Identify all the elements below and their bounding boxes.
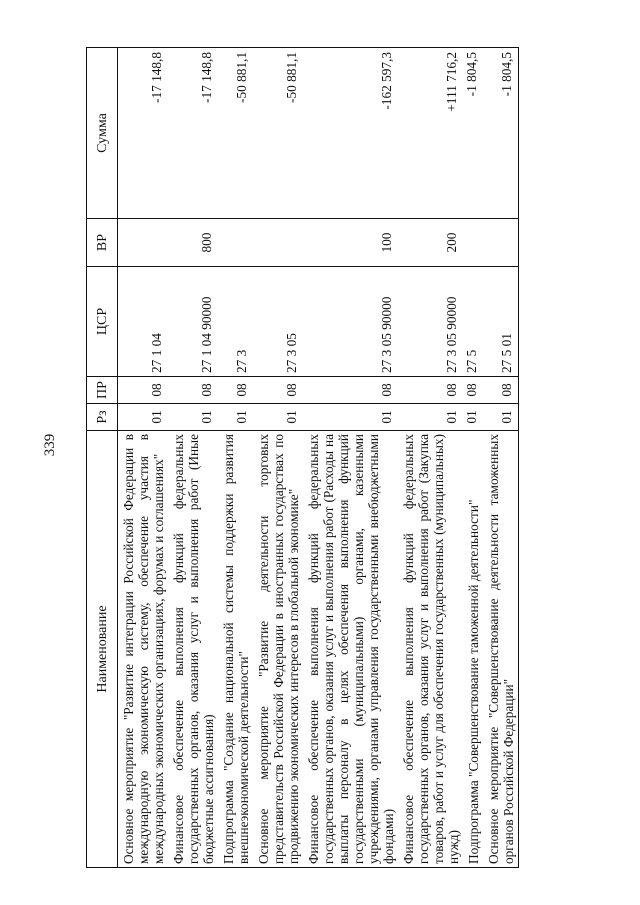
header-name: Наименование [87,431,118,868]
cell-sum: -17 148,8 [118,48,169,219]
cell-pr: 08 [483,377,519,404]
cell-name: Финансовое обеспечение выполнения функций федеральных государственных органов, оказания услуг и выполнения работ (Иные бюджетные ассигнования) [168,431,218,868]
cell-sum: -162 597,3 [303,48,398,219]
cell-sum: -1 804,5 [463,48,483,219]
cell-sum: -50 881,1 [218,48,253,219]
cell-csr: 27 5 [463,267,483,377]
cell-rz: 01 [118,404,169,431]
table-row [118,48,169,868]
budget-table [86,47,519,868]
cell-rz: 01 [463,404,483,431]
cell-pr: 08 [398,377,463,404]
cell-csr: 27 3 05 90000 [303,267,398,377]
cell-name: Подпрограмма "Создание национальной системы поддержки развития внешнеэкономической деятельности" [218,431,253,868]
header-vr: ВР [87,219,118,267]
cell-csr: 27 3 05 90000 [398,267,463,377]
table-header-row [87,48,118,868]
cell-pr: 08 [253,377,303,404]
table-row [463,48,483,868]
cell-rz: 01 [303,404,398,431]
cell-rz: 01 [253,404,303,431]
cell-pr: 08 [118,377,169,404]
cell-rz: 01 [168,404,218,431]
cell-name: Основное мероприятие "Развитие интеграции Российской Федерации в международную экономическую систему, обеспечение участия в международных экономических организациях, форумах и соглашениях" [118,431,169,868]
header-rz: Рз [87,404,118,431]
cell-csr: 27 3 [218,267,253,377]
cell-vr [483,219,519,267]
cell-pr: 08 [463,377,483,404]
cell-csr: 27 1 04 [118,267,169,377]
cell-rz: 01 [483,404,519,431]
cell-vr: 200 [398,219,463,267]
cell-pr: 08 [303,377,398,404]
cell-vr: 100 [303,219,398,267]
cell-csr: 27 5 01 [483,267,519,377]
page-number: 339 [42,433,58,457]
header-csr: ЦСР [87,267,118,377]
rotated-page [86,48,596,868]
cell-vr [218,219,253,267]
table-row [398,48,463,868]
cell-pr: 08 [168,377,218,404]
cell-rz: 01 [398,404,463,431]
table-row [218,48,253,868]
cell-sum: -1 804,5 [483,48,519,219]
cell-vr [118,219,169,267]
table-row [253,48,303,868]
cell-name: Основное мероприятие "Развитие деятельности торговых представительств Российской Федерации в иностранных государствах по продвижению экономических интересов в глобальной экономике" [253,431,303,868]
cell-name: Основное мероприятие "Совершенствование деятельности таможенных органов Российской Федерации" [483,431,519,868]
cell-vr [253,219,303,267]
cell-vr: 800 [168,219,218,267]
cell-rz: 01 [218,404,253,431]
cell-sum: +111 716,2 [398,48,463,219]
cell-sum: -50 881,1 [253,48,303,219]
table-row [303,48,398,868]
header-sum: Сумма [87,48,118,219]
cell-name: Финансовое обеспечение выполнения функций федеральных государственных органов, оказания услуг и выполнения работ (Закупка товаров, работ и услуг для обеспечения государственных (муниципальных) нужд) [398,431,463,868]
header-pr: ПР [87,377,118,404]
cell-csr: 27 1 04 90000 [168,267,218,377]
cell-pr: 08 [218,377,253,404]
cell-vr [463,219,483,267]
table-row [483,48,519,868]
cell-name: Финансовое обеспечение выполнения функций федеральных государственных органов, оказания услуг и выполнения работ (Расходы на выплаты персоналу в целях обеспечения выполнения функций государственными (муниципальными) органами, казенными учреждениями, органами управления государственными внебюджетными фондами) [303,431,398,868]
cell-name: Подпрограмма "Совершенствование таможенной деятельности" [463,431,483,868]
cell-sum: -17 148,8 [168,48,218,219]
table-row [168,48,218,868]
cell-csr: 27 3 05 [253,267,303,377]
